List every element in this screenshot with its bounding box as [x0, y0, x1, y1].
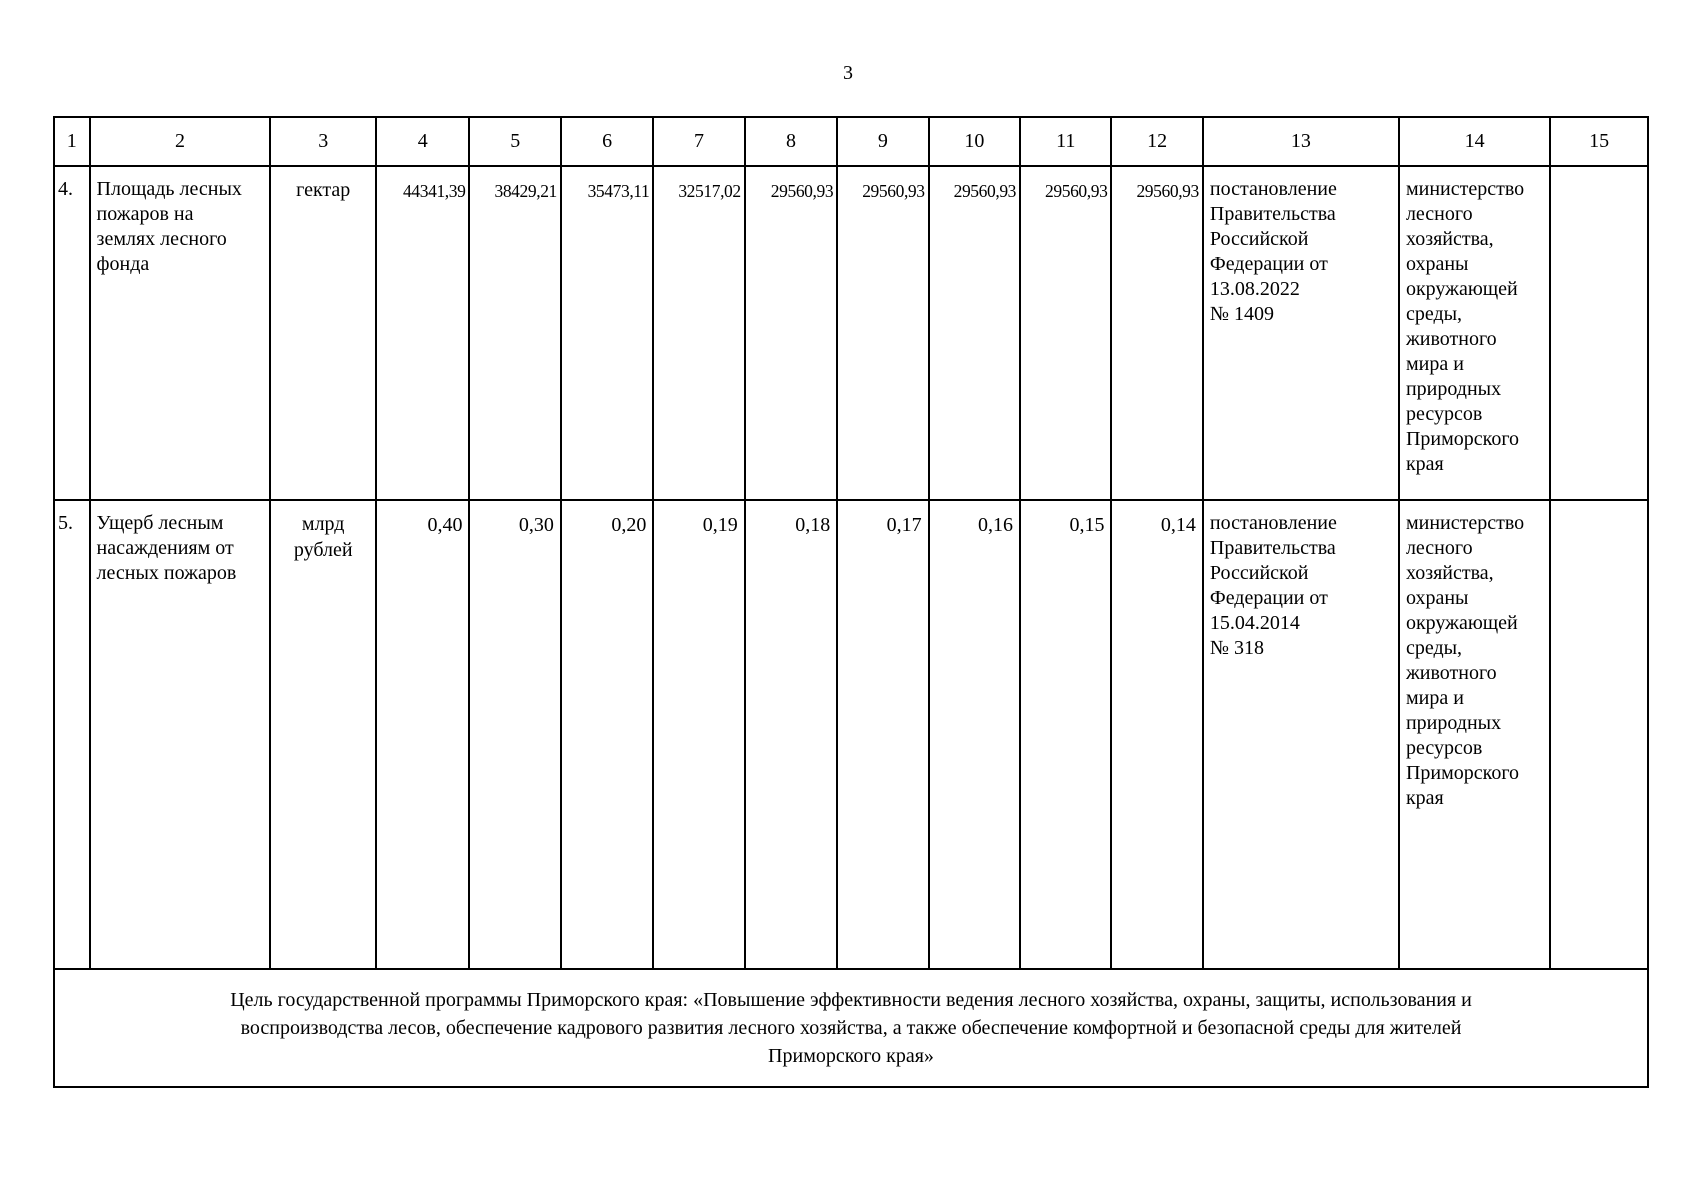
cell-line: Российской	[1209, 228, 1309, 250]
table-header-row	[54, 117, 1648, 166]
cell-line: Приморского	[1405, 762, 1520, 784]
header-cell-14: 14	[1399, 117, 1550, 166]
cell-line: № 1409	[1209, 303, 1274, 325]
indicator-name	[90, 500, 271, 969]
header-cell-5: 5	[469, 117, 560, 166]
unit-of-measure	[270, 500, 376, 969]
value-cell-col8: 29560,93	[745, 166, 837, 500]
goal-line: Приморского края»	[768, 1045, 934, 1067]
cell-line: Правительства	[1209, 537, 1336, 559]
cell-line: края	[1405, 453, 1444, 475]
source-document	[1203, 500, 1399, 969]
responsible-authority	[1399, 500, 1550, 969]
cell-line: окружающей	[1405, 278, 1518, 300]
value-cell-col6: 0,20	[561, 500, 653, 969]
cell-line: лесного	[1405, 537, 1473, 559]
cell-line: животного	[1405, 662, 1497, 684]
header-cell-3: 3	[270, 117, 376, 166]
cell-line: природных	[1405, 712, 1502, 734]
cell-line: лесного	[1405, 203, 1473, 225]
cell-line: природных	[1405, 378, 1502, 400]
cell-line: Правительства	[1209, 203, 1336, 225]
goal-row	[54, 969, 1648, 1087]
responsible-authority	[1399, 166, 1550, 500]
table-row	[54, 166, 1648, 500]
cell-line: среды,	[1405, 303, 1463, 325]
value-cell-col9: 0,17	[837, 500, 928, 969]
header-cell-1: 1	[54, 117, 90, 166]
cell-line: землях лесного	[96, 228, 227, 250]
cell-line: постановление	[1209, 512, 1337, 534]
cell-line: ресурсов	[1405, 737, 1483, 759]
cell-line: рублей	[293, 539, 353, 561]
unit-of-measure	[270, 166, 376, 500]
cell-line: ресурсов	[1405, 403, 1483, 425]
value-cell-col6: 35473,11	[561, 166, 653, 500]
indicator-name	[90, 166, 271, 500]
cell-line: животного	[1405, 328, 1497, 350]
cell-line: мира и	[1405, 687, 1464, 709]
value-cell-col12: 29560,93	[1111, 166, 1202, 500]
cell-line: пожаров на	[96, 203, 194, 225]
header-cell-9: 9	[837, 117, 928, 166]
header-cell-13: 13	[1203, 117, 1399, 166]
value-cell-col9: 29560,93	[837, 166, 928, 500]
value-cell-col10: 29560,93	[929, 166, 1020, 500]
cell-line: гектар	[296, 179, 351, 201]
cell-line: мира и	[1405, 353, 1464, 375]
empty-cell-col15	[1550, 166, 1648, 500]
table-row	[54, 500, 1648, 969]
cell-line: постановление	[1209, 178, 1337, 200]
cell-line: Российской	[1209, 562, 1309, 584]
header-cell-11: 11	[1020, 117, 1111, 166]
value-cell-col7: 32517,02	[653, 166, 744, 500]
value-cell-col4: 0,40	[376, 500, 469, 969]
cell-line: 15.04.2014	[1209, 612, 1300, 634]
header-cell-8: 8	[745, 117, 837, 166]
value-cell-col7: 0,19	[653, 500, 744, 969]
cell-line: 13.08.2022	[1209, 278, 1300, 300]
cell-line: Ущерб лесным	[96, 512, 224, 534]
cell-line: лесных пожаров	[96, 562, 237, 584]
value-cell-col11: 29560,93	[1020, 166, 1111, 500]
page-number: 3	[843, 62, 853, 84]
value-cell-col12: 0,14	[1111, 500, 1202, 969]
cell-line: охраны	[1405, 253, 1469, 275]
header-cell-6: 6	[561, 117, 653, 166]
cell-line: насаждениям от	[96, 537, 234, 559]
value-cell-col5: 0,30	[469, 500, 560, 969]
cell-line: края	[1405, 787, 1444, 809]
value-cell-col11: 0,15	[1020, 500, 1111, 969]
header-cell-7: 7	[653, 117, 744, 166]
value-cell-col4: 44341,39	[376, 166, 469, 500]
cell-line: № 318	[1209, 637, 1264, 659]
header-cell-2: 2	[90, 117, 271, 166]
cell-line: фонда	[96, 253, 150, 275]
header-cell-12: 12	[1111, 117, 1202, 166]
cell-line: Федерации от	[1209, 587, 1328, 609]
cell-line: министерство	[1405, 178, 1525, 200]
empty-cell-col15	[1550, 500, 1648, 969]
row-number: 4.	[54, 166, 90, 500]
cell-line: млрд	[301, 513, 345, 535]
cell-line: Федерации от	[1209, 253, 1328, 275]
row-number: 5.	[54, 500, 90, 969]
value-cell-col5: 38429,21	[469, 166, 560, 500]
cell-line: хозяйства,	[1405, 562, 1494, 584]
cell-line: окружающей	[1405, 612, 1518, 634]
header-cell-15: 15	[1550, 117, 1648, 166]
source-document	[1203, 166, 1399, 500]
header-cell-10: 10	[929, 117, 1020, 166]
indicators-table	[53, 116, 1649, 1088]
goal-line: Цель государственной программы Приморского края: «Повышение эффективности ведения лесного хозяйства, охраны, защиты, использования и	[230, 989, 1472, 1011]
cell-line: министерство	[1405, 512, 1525, 534]
cell-line: охраны	[1405, 587, 1469, 609]
program-goal	[54, 969, 1648, 1087]
value-cell-col8: 0,18	[745, 500, 837, 969]
cell-line: Приморского	[1405, 428, 1520, 450]
cell-line: среды,	[1405, 637, 1463, 659]
value-cell-col10: 0,16	[929, 500, 1020, 969]
header-cell-4: 4	[376, 117, 469, 166]
cell-line: хозяйства,	[1405, 228, 1494, 250]
cell-line: Площадь лесных	[96, 178, 242, 200]
goal-line: воспроизводства лесов, обеспечение кадрового развития лесного хозяйства, а также обеспечение комфортной и безопасной среды для жителей	[240, 1017, 1462, 1039]
